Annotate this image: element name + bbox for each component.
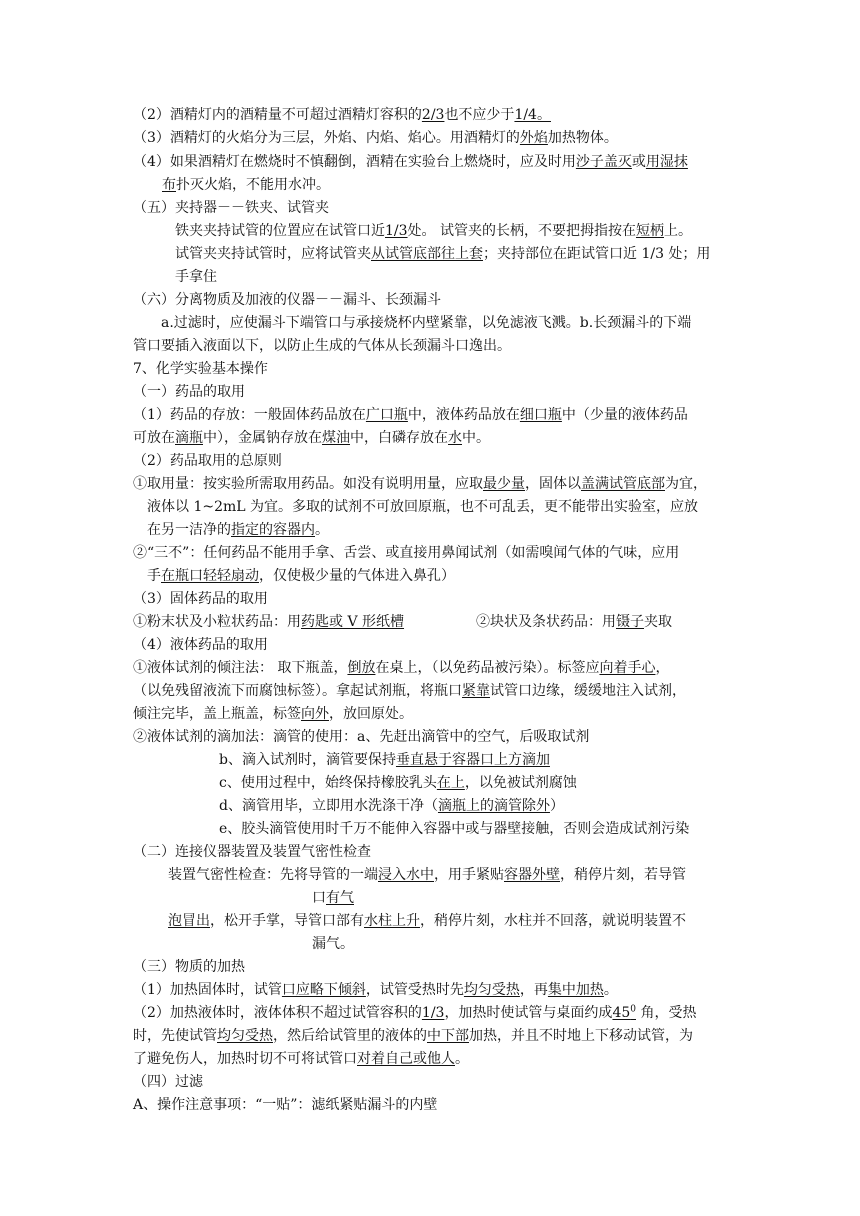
text-line: （4）如果酒精灯在燃烧时不慎翻倒，酒精在实验台上燃烧时，应及时用沙子盖灭或用湿抹 [133, 154, 688, 170]
text-line: （3）酒精灯的火焰分为三层，外焰、内焰、焰心。用酒精灯的外焰加热物体。 [133, 130, 618, 146]
text-line: 可放在滴瓶中），金属钠存放在煤油中，白磷存放在水中。 [133, 430, 490, 446]
text-line: （1）药品的存放：一般固体药品放在广口瓶中，液体药品放在细口瓶中（少量的液体药品 [133, 407, 688, 423]
text-line: d、滴管用毕，立即用水洗涤干净（滴瓶上的滴管除外） [219, 798, 564, 814]
text-line: 漏气。 [312, 936, 354, 952]
text-line: e、胶头滴管使用时千万不能伸入容器中或与器壁接触，否则会造成试剂污染 [219, 821, 690, 837]
text-line: 泡冒出，松开手掌，导管口部有水柱上升，稍停片刻，水柱并不回落，就说明装置不 [168, 913, 686, 929]
section-heading: （三）物质的加热 [133, 959, 245, 975]
text-line: 管口要插入液面以下，以防止生成的气体从长颈漏斗口逸出。 [133, 338, 511, 354]
section-heading: （3）固体药品的取用 [133, 591, 268, 607]
text-line: 时，先使试管均匀受热，然后给试管里的液体的中下部加热，并且不时地上下移动试管，为 [133, 1028, 693, 1044]
text-line: 装置气密性检查：先将导管的一端浸入水中，用手紧贴容器外壁，稍停片刻，若导管 [168, 867, 686, 883]
text-line: 试管夹夹持试管时，应将试管夹从试管底部往上套；夹持部位在距试管口近 1/3 处；用 [175, 246, 711, 262]
text-line: ②“三不”：任何药品不能用手拿、舌尝、或直接用鼻闻试剂（如需嗅闻气体的气味，应用 [133, 545, 680, 561]
text-line: b、滴入试剂时，滴管要保持垂直悬于容器口上方滴加 [219, 752, 550, 768]
text-line: 倾注完毕，盖上瓶盖，标签向外，放回原处。 [133, 706, 413, 722]
text-line: A、操作注意事项：“一贴”：滤纸紧贴漏斗的内壁 [133, 1097, 438, 1113]
text-line: 手拿住 [175, 269, 217, 285]
text-line: a.过滤时，应使漏斗下端管口与承接烧杯内壁紧靠，以免滤液飞溅。b.长颈漏斗的下端 [161, 315, 692, 331]
section-heading: （六）分离物质及加液的仪器－－漏斗、长颈漏斗 [133, 292, 441, 308]
text-line: （以免残留液流下而腐蚀标签）。拿起试剂瓶，将瓶口紧靠试管口边缘，缓缓地注入试剂， [133, 683, 686, 699]
text-line: ①取用量：按实验所需取用药品。如没有说明用量，应取最少量，固体以盖满试管底部为宜， [133, 476, 707, 492]
text-line: ②块状及条状药品：用镊子夹取 [476, 614, 672, 630]
text-line: 在另一洁净的指定的容器内。 [147, 522, 329, 538]
section-heading: 7、化学实验基本操作 [133, 361, 268, 377]
text-line: ②液体试剂的滴加法：滴管的使用：a、先赶出滴管中的空气，后吸取试剂 [133, 729, 590, 745]
section-heading: （一）药品的取用 [133, 384, 245, 400]
text-line: c、使用过程中，始终保持橡胶乳头在上，以免被试剂腐蚀 [219, 775, 577, 791]
section-heading: （2）药品取用的总原则 [133, 453, 282, 469]
text-line: ①液体试剂的倾注法： 取下瓶盖，倒放在桌上，（以免药品被污染）。标签应向着手心， [133, 660, 670, 676]
text-line: 了避免伤人，加热时切不可将试管口对着自己或他人。 [133, 1051, 469, 1067]
text-line: ①粉末状及小粒状药品：用药匙或 V 形纸槽 [133, 614, 405, 630]
section-heading: （4）液体药品的取用 [133, 637, 268, 653]
section-heading: （五）夹持器－－铁夹、试管夹 [133, 200, 329, 216]
text-line: 布扑灭火焰，不能用水冲。 [162, 177, 330, 193]
section-heading: （四）过滤 [133, 1074, 203, 1090]
text-line: 液体以 1~2mL 为宜。多取的试剂不可放回原瓶，也不可乱丢，更不能带出实验室，应放 [147, 499, 699, 515]
text-line: 口有气 [312, 890, 354, 906]
section-heading: （二）连接仪器装置及装置气密性检查 [133, 844, 371, 860]
text-line: 手在瓶口轻轻扇动，仅使极少量的气体进入鼻孔） [147, 568, 455, 584]
text-line: （1）加热固体时，试管口应略下倾斜，试管受热时先均匀受热，再集中加热。 [133, 982, 618, 998]
text-line: 铁夹夹持试管的位置应在试管口近1/3处。 试管夹的长柄，不要把拇指按在短柄上。 [175, 223, 692, 239]
text-line: （2）酒精灯内的酒精量不可超过酒精灯容积的2/3也不应少于1/4。 [133, 107, 551, 123]
text-line: （2）加热液体时，液体体积不超过试管容积的1/3，加热时使试管与桌面约成$45^0$ 角，受热 [133, 1004, 697, 1021]
